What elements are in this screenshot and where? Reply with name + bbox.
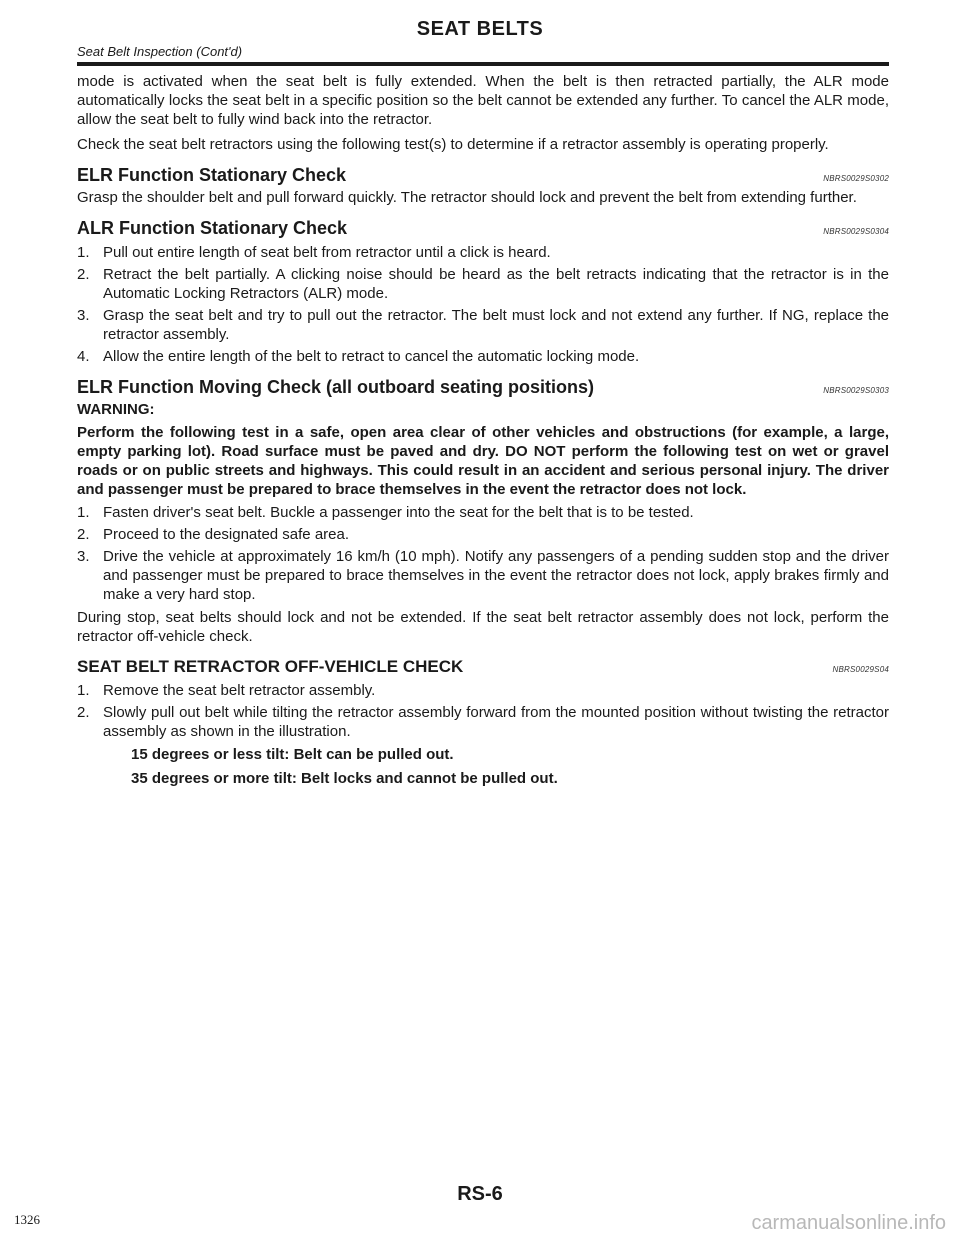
section-header-off-vehicle	[77, 656, 889, 679]
spec-block	[131, 745, 889, 788]
page-code: RS-6	[457, 1183, 503, 1205]
warning-label: WARNING:	[77, 401, 155, 418]
section-heading: ELR Function Moving Check (all outboard seating positions)	[77, 377, 595, 397]
section-heading: ALR Function Stationary Check	[77, 218, 348, 238]
intro-paragraph: mode is activated when the seat belt is fully extended. When the belt is then retracted partially, the ALR mode automatically locks the seat belt in a specific position so the belt cannot be extended any further. To cancel the ALR mode, allow the seat belt to fully wind back into the retractor.	[77, 73, 889, 128]
reference-code: NBRS0029S0302	[823, 174, 889, 183]
step-number: 3.	[77, 307, 90, 324]
list-item	[77, 306, 889, 344]
step-number: 2.	[77, 526, 90, 543]
page-number: 1326	[14, 1212, 40, 1227]
step-number: 2.	[77, 266, 90, 283]
step-text: Drive the vehicle at approximately 16 km/h (10 mph). Notify any passengers of a pending sudden stop and the driver and passenger must be prepared to brace themselves in the event the retractor does not lock, apply brakes firmly and make a very hard stop.	[103, 548, 889, 603]
section-paragraph: During stop, seat belts should lock and not be extended. If the seat belt retractor assembly does not lock, perform the retractor off-vehicle check.	[77, 609, 889, 645]
step-number: 1.	[77, 504, 90, 521]
step-number: 2.	[77, 704, 90, 721]
watermark: carmanualsonline.info	[751, 1212, 946, 1234]
step-text: Fasten driver's seat belt. Buckle a passenger into the seat for the belt that is to be tested.	[103, 504, 694, 521]
step-number: 1.	[77, 682, 90, 699]
step-number: 4.	[77, 348, 90, 365]
section-subtitle: Seat Belt Inspection (Cont'd)	[77, 44, 243, 59]
spec-line: 35 degrees or more tilt: Belt locks and cannot be pulled out.	[131, 770, 558, 787]
page-content	[77, 72, 889, 794]
list-item	[77, 703, 889, 741]
step-text: Pull out entire length of seat belt from retractor until a click is heard.	[103, 244, 551, 261]
reference-code: NBRS0029S0304	[823, 227, 889, 236]
section-header-elr-moving	[77, 376, 889, 400]
list-item	[77, 547, 889, 604]
header-rule	[77, 62, 889, 66]
spec-line: 15 degrees or less tilt: Belt can be pulled out.	[131, 746, 454, 763]
list-item	[77, 347, 889, 366]
list-item	[77, 503, 889, 522]
step-text: Proceed to the designated safe area.	[103, 526, 350, 543]
section-header-elr-stationary	[77, 164, 889, 188]
section-heading: SEAT BELT RETRACTOR OFF-VEHICLE CHECK	[77, 657, 464, 676]
intro-paragraph: Check the seat belt retractors using the following test(s) to determine if a retractor assembly is operating properly.	[77, 136, 829, 153]
page-title: SEAT BELTS	[416, 18, 544, 40]
warning-text: Perform the following test in a safe, open area clear of other vehicles and obstructions (for example, a large, empty parking lot). Road surface must be paved and dry. DO NOT perform the following test on wet or gravel roads or on public streets and highways. This could result in an accident and serious personal injury. The driver and passenger must be prepared to brace themselves in the event the retractor does not lock.	[77, 424, 889, 498]
section-paragraph: Grasp the shoulder belt and pull forward quickly. The retractor should lock and prevent the belt from extending further.	[77, 189, 857, 206]
list-item	[77, 681, 889, 700]
list-item	[77, 243, 889, 262]
step-text: Slowly pull out belt while tilting the retractor assembly forward from the mounted position without twisting the retractor assembly as shown in the illustration.	[103, 704, 889, 740]
reference-code: NBRS0029S04	[832, 665, 889, 674]
section-heading: ELR Function Stationary Check	[77, 165, 347, 185]
step-text: Grasp the seat belt and try to pull out the retractor. The belt must lock and not extend any further. If NG, replace the retractor assembly.	[103, 307, 889, 343]
reference-code: NBRS0029S0303	[823, 386, 889, 395]
section-header-alr-stationary	[77, 217, 889, 241]
step-number: 3.	[77, 548, 90, 565]
step-number: 1.	[77, 244, 90, 261]
step-text: Allow the entire length of the belt to retract to cancel the automatic locking mode.	[103, 348, 640, 365]
list-item	[77, 525, 889, 544]
alr-steps-list	[77, 243, 889, 366]
off-vehicle-steps-list	[77, 681, 889, 741]
list-item	[77, 265, 889, 303]
step-text: Retract the belt partially. A clicking noise should be heard as the belt retracts indicating that the retractor is in the Automatic Locking Retractors (ALR) mode.	[103, 266, 889, 302]
step-text: Remove the seat belt retractor assembly.	[103, 682, 376, 699]
elr-moving-steps-list	[77, 503, 889, 604]
